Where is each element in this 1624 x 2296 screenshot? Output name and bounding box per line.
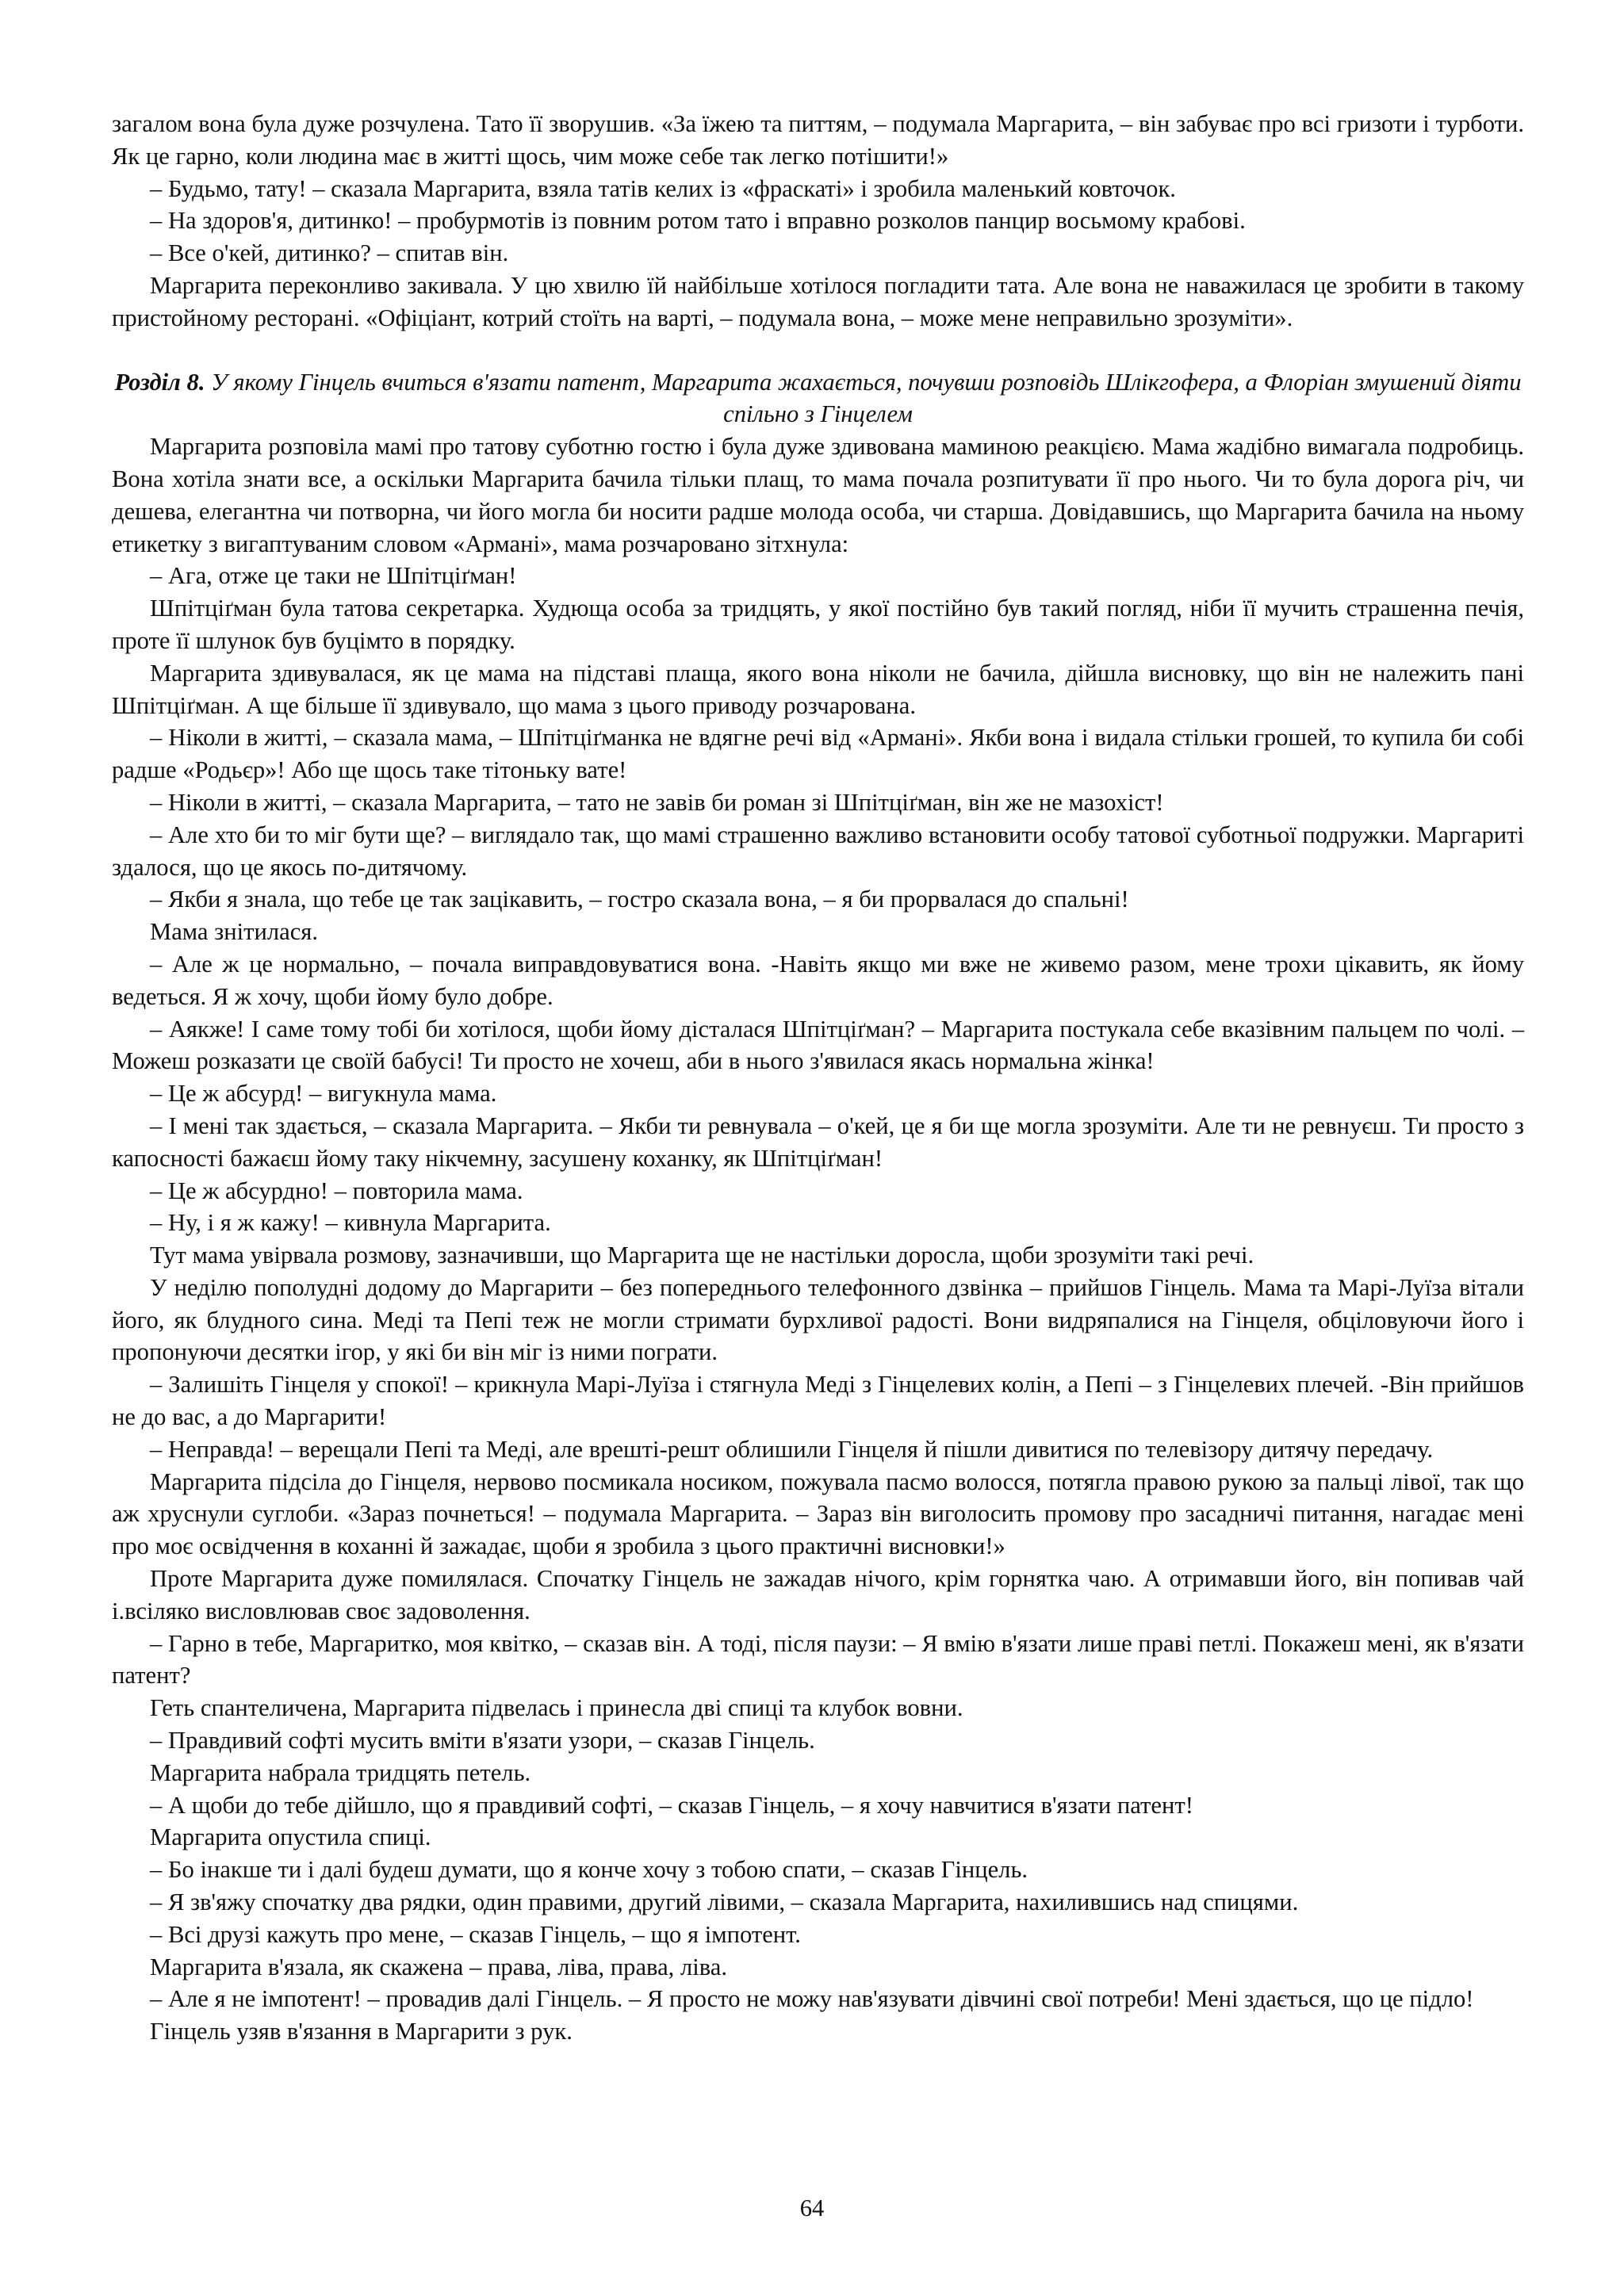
paragraph: Тут мама увірвала розмову, зазначивши, що Маргарита ще не настільки доросла, щоби зрозуміти такі речі. — [150, 1242, 1254, 1269]
paragraph: Мама знітилася. — [150, 918, 319, 946]
page-number: 64 — [799, 2195, 825, 2221]
paragraph: – Аякже! І саме тому тобі би хотілося, щоби йому дісталася Шпітціґман? – Маргарита постукала себе вказівним пальцем по чолі. – Можеш розказати це своїй бабусі! Ти просто не хочеш, аби в нього з'явилася якась нормальна жінка! — [112, 1015, 1524, 1075]
chapter-title: У якому Гінцель вчиться в'язати патент, Маргарита жахається, почувши розповідь Шлікгофера, а Флоріан змушений діяти спільно з Гінцелем — [211, 368, 1522, 428]
paragraph: Маргарита розповіла мамі про татову суботню гостю і була дуже здивована маминою реакцією. Мама жадібно вимагала подробиць. Вона хотіла знати все, а оскільки Маргарита бачила тільки плащ, то мама почала розпитувати її про нього. Чи то була дорога річ, чи дешева, елегантна чи потворна, чи його могла би носити радше молода особа, чи старша. Довідавшись, що Маргарита бачила на ньому етикетку з вигаптуваним словом «Армані», мама розчаровано зітхнула: — [112, 433, 1524, 557]
paragraph: Шпітціґман була татова секретарка. Худюща особа за тридцять, у якої постійно був такий погляд, ніби її мучить страшенна печія, проте її шлунок був буцімто в порядку. — [112, 595, 1524, 654]
paragraph: – Все о'кей, дитинко? – спитав він. — [150, 239, 509, 267]
paragraph: Маргарита в'язала, як скажена – права, ліва, права, ліва. — [150, 1953, 728, 1980]
paragraph: – Але я не імпотент! – провадив далі Гінцель. – Я просто не можу нав'язувати дівчині свої потреби! Мені здається, що це підло! — [150, 1985, 1474, 2013]
chapter-section — [112, 430, 1524, 2048]
paragraph: – Будьмо, тату! – сказала Маргарита, взяла татів келих із «фраскаті» і зробила маленький ковточок. — [150, 174, 1176, 202]
paragraph: – Ага, отже це таки не Шпітціґман! — [150, 562, 517, 590]
paragraph: Проте Маргарита дуже помилялася. Спочатку Гінцель не зажадав нічого, крім горнятка чаю. А отримавши його, він попивав чай і.всіляко висловлював своє задоволення. — [112, 1565, 1524, 1624]
paragraph: – Ніколи в житті, – сказала Маргарита, – тато не завів би роман зі Шпітціґман, він же не мазохіст! — [150, 788, 1164, 816]
page-body — [112, 108, 1524, 2048]
paragraph: – І мені так здається, – сказала Маргарита. – Якби ти ревнувала – о'кей, це я би ще могла зрозуміти. Але ти не ревнуєш. Ти просто з капосності бажаєш йому таку нікчемну, засушену коханку, як Шпітціґман! — [112, 1112, 1524, 1172]
paragraph: – Ніколи в житті, – сказала мама, – Шпітціґманка не вдягне речі від «Армані». Якби вона і видала стільки грошей, то купила би собі радше «Родьєр»! Або ще щось таке тітоньку вате! — [112, 724, 1524, 784]
paragraph: – Але ж це нормально, – почала виправдовуватися вона. -Навіть якщо ми вже не живемо разом, мене трохи цікавить, як йому ведеться. Я ж хочу, щоби йому було добре. — [112, 950, 1524, 1010]
paragraph: – Правдивий софті мусить вміти в'язати узори, – сказав Гінцель. — [150, 1727, 815, 1755]
paragraph: Маргарита опустила спиці. — [150, 1823, 431, 1851]
paragraph: – Ну, і я ж кажу! – кивнула Маргарита. — [150, 1209, 551, 1237]
chapter-label: Розділ 8. — [114, 368, 205, 396]
paragraph: Гінцель узяв в'язання в Маргарити з рук. — [150, 2018, 573, 2045]
paragraph: Маргарита переконливо закивала. У цю хвилю їй найбільше хотілося погладити тата. Але вона не наважилася це зробити в такому пристойному ресторані. «Офіціант, котрий стоїть на варті, – подумала вона, – може мене неправильно зрозуміти». — [112, 271, 1524, 331]
paragraph: – Це ж абсурд! – вигукнула мама. — [150, 1080, 497, 1108]
paragraph: – На здоров'я, дитинко! – пробурмотів із повним ротом тато і вправно розколов панцир восьмому крабові. — [150, 207, 1246, 235]
paragraph: – Я зв'яжу спочатку два рядки, один правими, другий лівими, – сказала Маргарита, нахилившись над спицями. — [150, 1888, 1299, 1916]
paragraph: – Якби я знала, що тебе це так зацікавить, – гостро сказала вона, – я би прорвалася до спальні! — [150, 886, 1129, 913]
paragraph: У неділю пополудні додому до Маргарити – без попереднього телефонного дзвінка – прийшов Гінцель. Мама та Марі-Луїза вітали його, як блудного сина. Меді та Пепі теж не могли стримати бурхливої радості. Вони видряпалися на Гінцеля, обціловуючи його і пропонуючи десятки ігор, у які би він міг із ними пограти. — [112, 1273, 1524, 1366]
paragraph: Маргарита набрала тридцять петель. — [150, 1758, 531, 1786]
paragraph: – Це ж абсурдно! – повторила мама. — [150, 1177, 523, 1204]
opening-section — [112, 108, 1524, 335]
paragraph: Маргарита здивувалася, як це мама на підставі плаща, якого вона ніколи не бачила, дійшла висновку, що він не належить пані Шпітціґман. А ще більше її здивувало, що мама з цього приводу розчарована. — [112, 659, 1524, 719]
paragraph: Маргарита підсіла до Гінцеля, нервово посмикала носиком, пожувала пасмо волосся, потягла правою рукою за пальці лівої, так що аж хруснули суглоби. «Зараз почнеться! – подумала Маргарита. – Зараз він виголосить промову про засадничі питання, нагадає мені про моє освідчення в коханні й зажадає, щоби я зробила з цього практичні висновки!» — [112, 1468, 1524, 1560]
paragraph: – Гарно в тебе, Маргаритко, моя квітко, – сказав він. А тоді, після паузи: – Я вмію в'язати лише праві петлі. Покажеш мені, як в'язати патент? — [112, 1629, 1524, 1689]
paragraph: – Залишіть Гінцеля у спокої! – крикнула Марі-Луїза і стягнула Меді з Гінцелевих колін, а Пепі – з Гінцелевих плечей. -Він прийшов не до вас, а до Маргарити! — [112, 1371, 1524, 1431]
paragraph: загалом вона була дуже розчулена. Тато її зворушив. «За їжею та питтям, – подумала Маргарита, – він забуває про всі гризоти і турботи. Як це гарно, коли людина має в житті щось, чим може себе так легко потішити!» — [112, 110, 1524, 170]
paragraph: – Всі друзі кажуть про мене, – сказав Гінцель, – що я імпотент. — [150, 1920, 801, 1948]
paragraph: Геть спантеличена, Маргарита підвелась і принесла дві спиці та клубок вовни. — [150, 1694, 963, 1722]
paragraph: – Неправда! – верещали Пепі та Меді, але врешті-решт облишили Гінцеля й пішли дивитися по телевізору дитячу передачу. — [150, 1435, 1434, 1463]
paragraph: – А щоби до тебе дійшло, що я правдивий софті, – сказав Гінцель, – я хочу навчитися в'язати патент! — [150, 1791, 1193, 1819]
paragraph: – Але хто би то міг бути ще? – виглядало так, що мамі страшенно важливо встановити особу татової суботньої подружки. Маргариті здалося, що це якось по-дитячому. — [112, 821, 1524, 881]
chapter-heading — [112, 366, 1524, 431]
paragraph: – Бо інакше ти і далі будеш думати, що я конче хочу з тобою спати, – сказав Гінцель. — [150, 1856, 1028, 1884]
